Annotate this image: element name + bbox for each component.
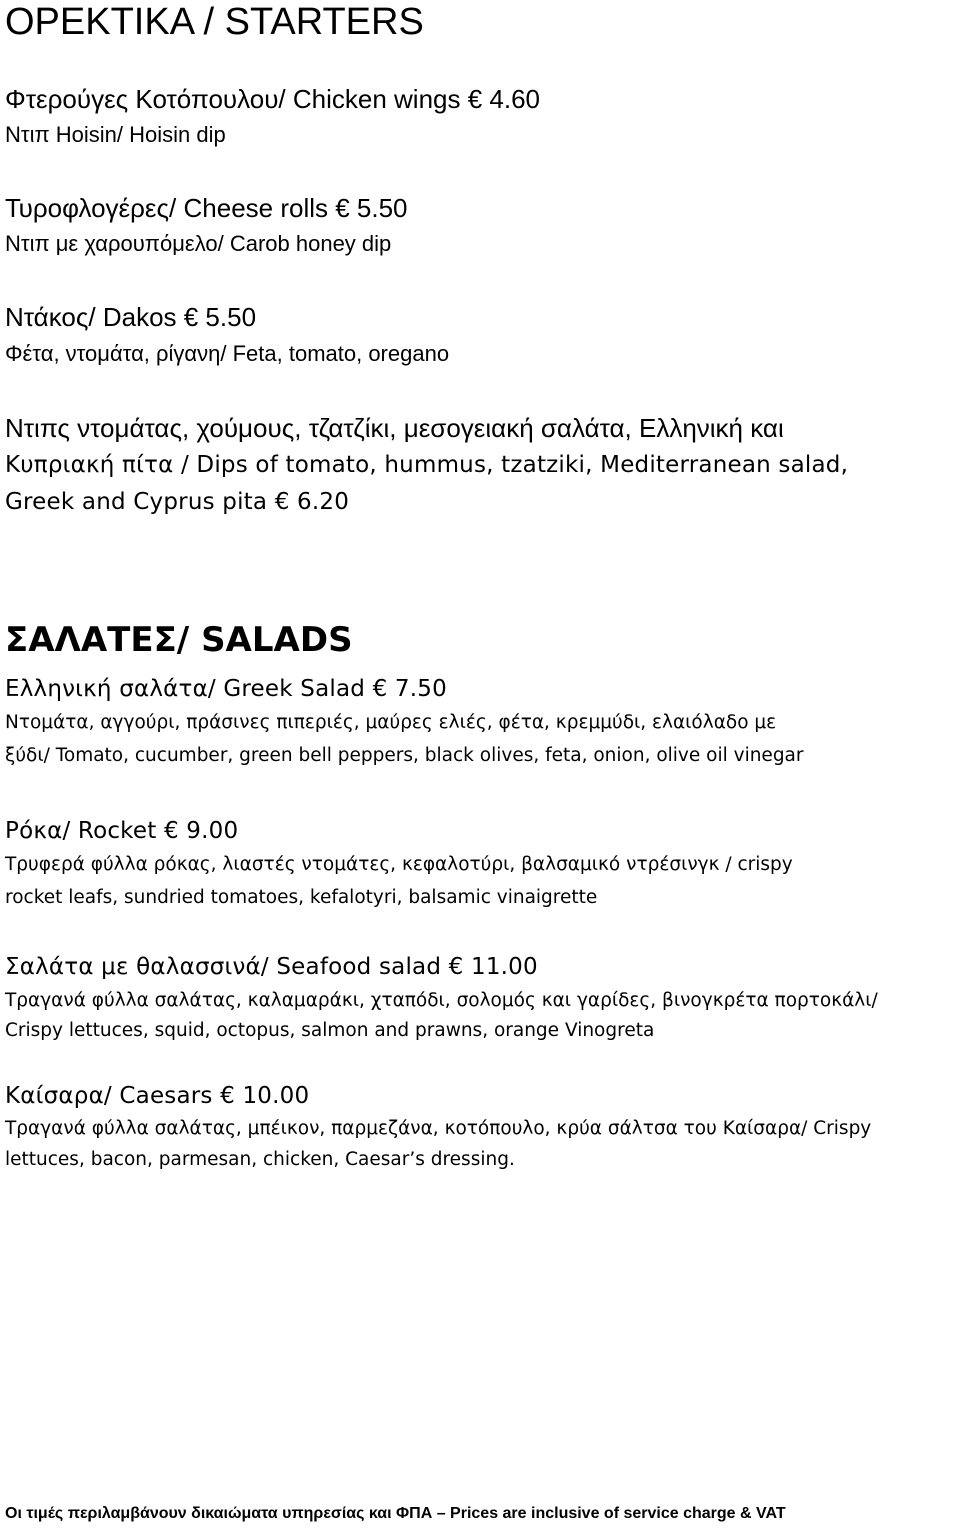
- menu-item-description: Τραγανά φύλλα σαλάτας, μπέικον, παρμεζάνα, κοτόπουλο, κρύα σάλτσα του Καίσαρα/ Crispy: [5, 1118, 872, 1139]
- menu-item-description: rocket leafs, sundried tomatoes, kefalotyri, balsamic vinaigrette: [5, 887, 598, 908]
- dips-description-line: Ντιπς ντομάτας, χούμους, τζατζίκι, μεσογειακή σαλάτα, Ελληνική και: [5, 413, 784, 443]
- menu-item-title: Ελληνική σαλάτα/ Greek Salad € 7.50: [5, 676, 447, 702]
- salads-heading: ΣΑΛΑΤΕΣ/ SALADS: [5, 620, 353, 660]
- menu-item-description: ξύδι/ Tomato, cucumber, green bell peppers, black olives, feta, onion, olive oil vinegar: [5, 745, 804, 766]
- menu-item-title: Σαλάτα με θαλασσινά/ Seafood salad € 11.00: [5, 954, 538, 980]
- menu-item-description: Φέτα, ντομάτα, ρίγανη/ Feta, tomato, oregano: [5, 341, 450, 366]
- starters-heading: ΟΡΕΚΤΙΚΑ / STARTERS: [5, 1, 424, 43]
- menu-item-description: Ντιπ με χαρουπόμελο/ Carob honey dip: [5, 231, 392, 256]
- menu-item-title: Φτερούγες Κοτόπουλου/ Chicken wings € 4.60: [5, 84, 541, 114]
- menu-item-description: Ντιπ Hoisin/ Hoisin dip: [5, 122, 226, 147]
- menu-item-title: Ρόκα/ Rocket € 9.00: [5, 818, 239, 844]
- menu-item-title: Τυροφλογέρες/ Cheese rolls € 5.50: [5, 193, 408, 223]
- dips-description-line: Greek and Cyprus pita € 6.20: [5, 489, 350, 515]
- dips-description-line: Κυπριακή πίτα / Dips of tomato, hummus, tzatziki, Mediterranean salad,: [5, 452, 849, 478]
- menu-item-description: lettuces, bacon, parmesan, chicken, Caesar’s dressing.: [5, 1149, 515, 1170]
- menu-item-description: Τρυφερά φύλλα ρόκας, λιαστές ντομάτες, κεφαλοτύρι, βαλσαμικό ντρέσινγκ / crispy: [5, 854, 793, 875]
- menu-item-description: Ντομάτα, αγγούρι, πράσινες πιπεριές, μαύρες ελιές, φέτα, κρεμμύδι, ελαιόλαδο με: [5, 712, 777, 733]
- menu-item-title: Καίσαρα/ Caesars € 10.00: [5, 1083, 310, 1109]
- menu-item-description: Crispy lettuces, squid, octopus, salmon and prawns, orange Vinogreta: [5, 1020, 655, 1041]
- menu-item-title: Ντάκος/ Dakos € 5.50: [5, 302, 257, 332]
- menu-item-description: Τραγανά φύλλα σαλάτας, καλαμαράκι, χταπόδι, σολομός και γαρίδες, βινογκρέτα πορτοκάλι/: [5, 990, 878, 1011]
- footer-price-note: Οι τιμές περιλαμβάνουν δικαιώματα υπηρεσίας και ΦΠΑ – Prices are inclusive of service charge & VAT: [5, 1505, 786, 1522]
